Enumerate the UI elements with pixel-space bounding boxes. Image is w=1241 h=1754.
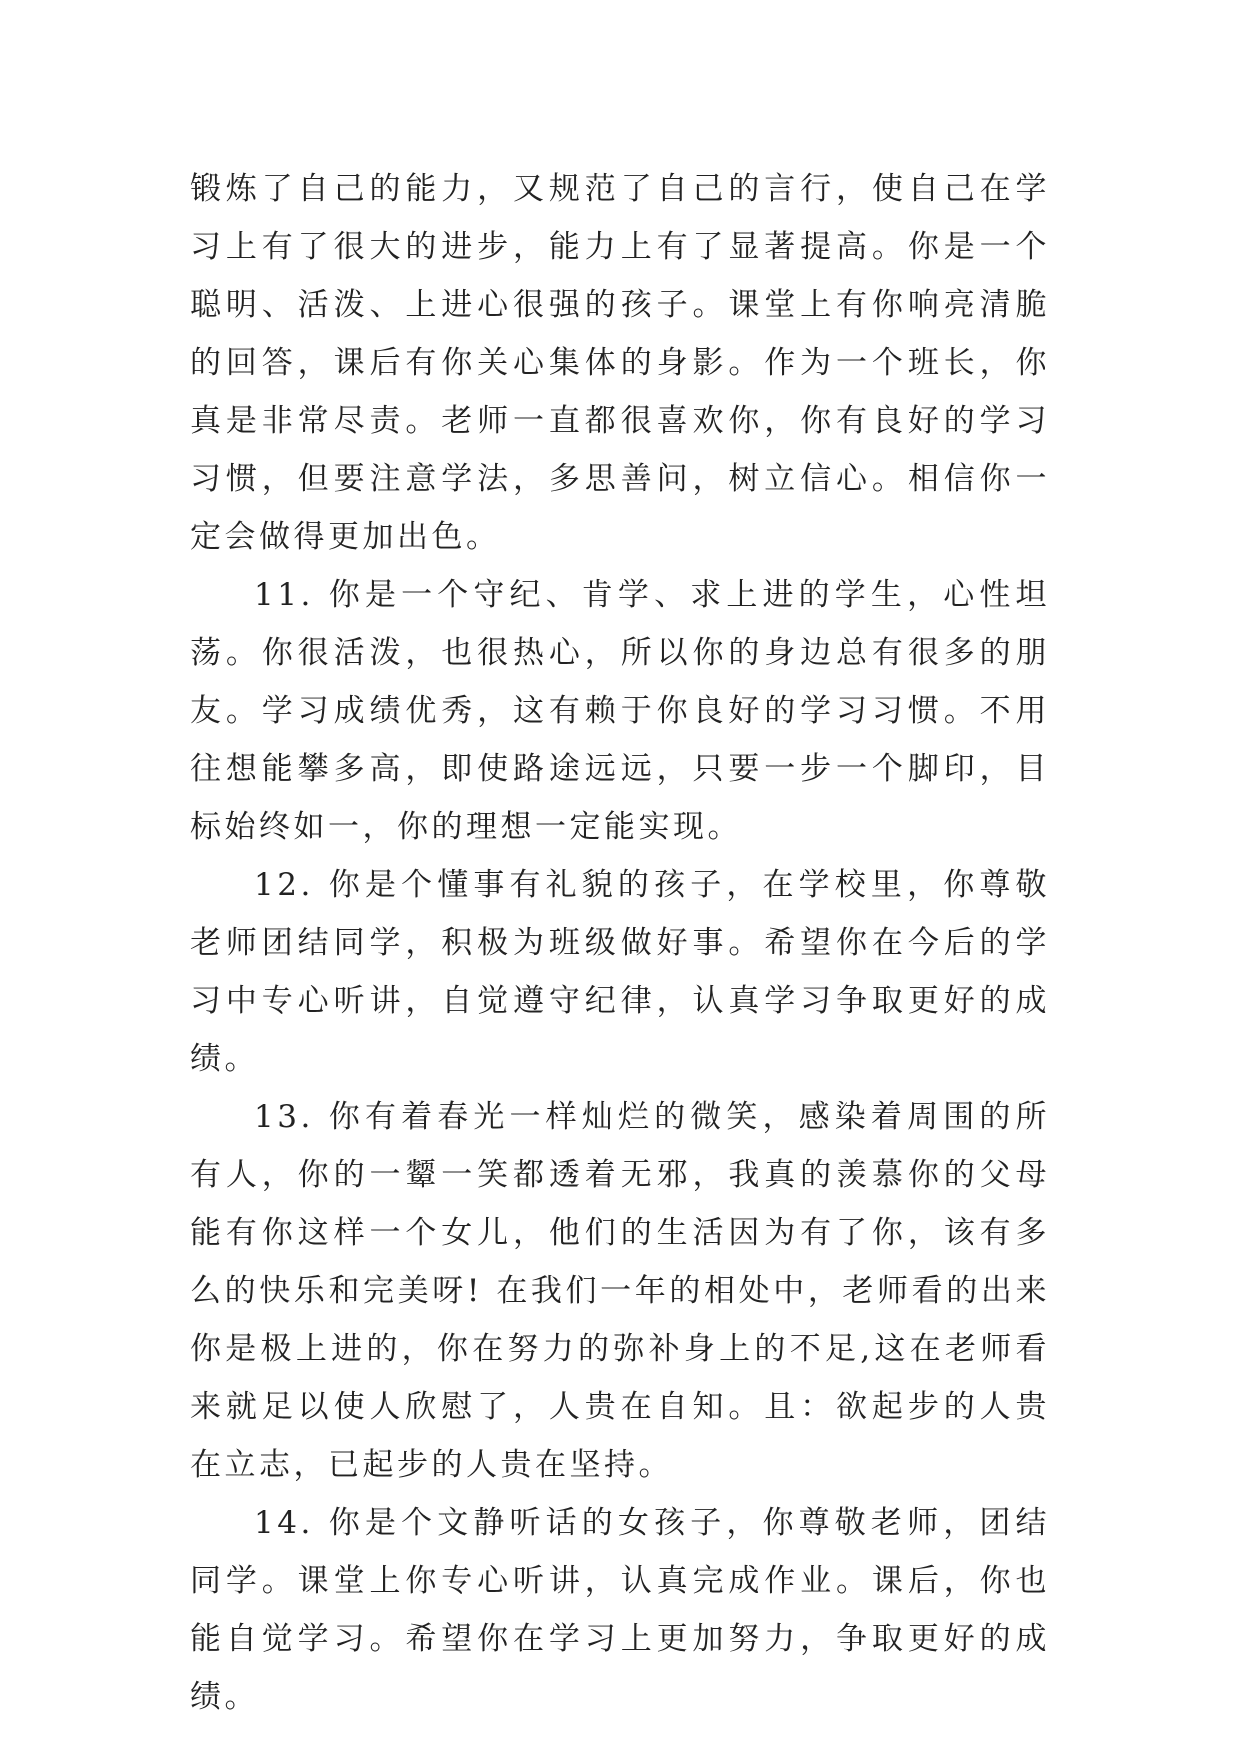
- paragraph-item-11: 11. 你是一个守纪、肯学、求上进的学生，心性坦荡。你很活泼，也很热心，所以你的身边总有很多的朋友。学习成绩优秀，这有赖于你良好的学习习惯。不用往想能攀多高，即使路途远远，只要一步一个脚印，目标始终如一，你的理想一定能实现。: [190, 577, 1050, 845]
- paragraph-item-12: 12. 你是个懂事有礼貌的孩子，在学校里，你尊敬老师团结同学，积极为班级做好事。希望你在今后的学习中专心听讲，自觉遵守纪律，认真学习争取更好的成绩。: [190, 867, 1050, 1077]
- paragraph-item-13: 13. 你有着春光一样灿烂的微笑，感染着周围的所有人，你的一颦一笑都透着无邪，我真的羡慕你的父母能有你这样一个女儿，他们的生活因为有了你，该有多么的快乐和完美呀! 在我们一年的相处中，老师看的出来你是极上进的，你在努力的弥补身上的不足,这在老师看来就足以使人欣慰了，人贵在自知。且：欲起步的人贵在立志，已起步的人贵在坚持。: [190, 1099, 1050, 1483]
- document-body: [190, 160, 1050, 1726]
- paragraph-continued: 锻炼了自己的能力，又规范了自己的言行，使自己在学习上有了很大的进步，能力上有了显著提高。你是一个聪明、活泼、上进心很强的孩子。课堂上有你响亮清脆的回答，课后有你关心集体的身影。作为一个班长，你真是非常尽责。老师一直都很喜欢你，你有良好的学习习惯，但要注意学法，多思善问，树立信心。相信你一定会做得更加出色。: [190, 171, 1050, 555]
- paragraph-item-14: 14. 你是个文静听话的女孩子，你尊敬老师，团结同学。课堂上你专心听讲，认真完成作业。课后，你也能自觉学习。希望你在学习上更加努力，争取更好的成绩。: [190, 1505, 1050, 1715]
